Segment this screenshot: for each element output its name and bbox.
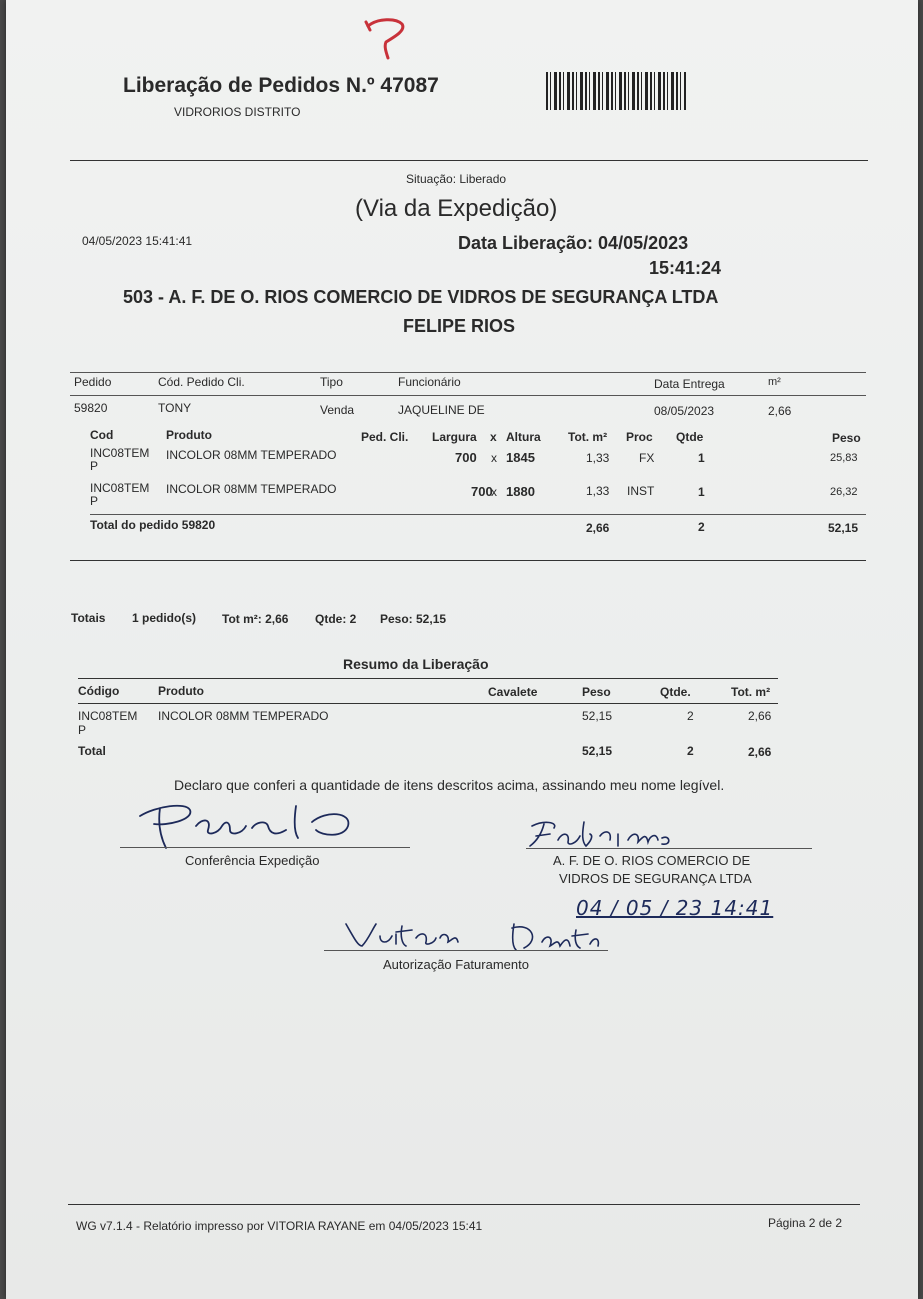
order-total-peso: 52,15 [828, 521, 859, 535]
item-peso: 26,32 [830, 486, 858, 498]
item-cod-cont: P [90, 494, 99, 508]
right-signature-label-1: A. F. DE O. RIOS COMERCIO DE [553, 853, 751, 868]
summary-total-label: Total [78, 744, 106, 758]
item-col-cod: Cod [90, 428, 114, 442]
summary-title: Resumo da Liberação [343, 656, 489, 672]
summary-tot-m2: 2,66 [748, 709, 772, 723]
release-date: Data Liberação: 04/05/2023 [458, 233, 689, 253]
col-pedido: Pedido [74, 375, 112, 389]
order-pedido: 59820 [74, 401, 108, 415]
summary-col-qtde: Qtde. [660, 685, 691, 699]
item-tot-m2: 1,33 [586, 451, 610, 465]
order-m2: 2,66 [768, 404, 792, 418]
declaration-text: Declaro que conferi a quantidade de itens descritos acima, assinando meu nome legível. [174, 777, 725, 793]
summary-col-codigo: Código [78, 684, 120, 698]
col-funcionario: Funcionário [398, 375, 461, 389]
order-table-bottom-line [70, 560, 866, 561]
item-largura: 700 [471, 484, 493, 499]
right-signature-label-2: VIDROS DE SEGURANÇA LTDA [559, 871, 752, 886]
release-time: 15:41:24 [649, 258, 722, 278]
order-cod-cli: TONY [158, 401, 192, 415]
summary-produto: INCOLOR 08MM TEMPERADO [158, 709, 329, 723]
item-produto: INCOLOR 08MM TEMPERADO [166, 482, 337, 496]
item-col-produto: Produto [166, 428, 212, 442]
footer-divider [68, 1204, 860, 1205]
order-total-qtde: 2 [698, 520, 705, 534]
item-proc: FX [639, 451, 655, 465]
left-signature-label: Conferência Expedição [185, 853, 320, 868]
order-total-m2: 2,66 [586, 521, 610, 535]
item-qtde: 1 [698, 485, 705, 499]
summary-col-produto: Produto [158, 684, 204, 698]
signature-fabiano [524, 818, 674, 850]
summary-top-line [78, 678, 778, 679]
header-divider [70, 160, 868, 161]
col-cod-pedido-cli: Cód. Pedido Cli. [158, 375, 245, 389]
item-proc: INST [627, 484, 655, 498]
item-qtde: 1 [698, 451, 705, 465]
col-m2: m² [768, 376, 781, 388]
contact-name: FELIPE RIOS [403, 316, 516, 336]
item-col-tot-m2: Tot. m² [568, 430, 608, 444]
footer-printed-by: WG v7.1.4 - Relatório impresso por VITORIA RAYANE em 04/05/2023 15:41 [76, 1219, 483, 1233]
summary-total-qtde: 2 [687, 744, 694, 758]
item-tot-m2: 1,33 [586, 484, 610, 498]
summary-col-peso: Peso [582, 685, 611, 699]
right-signature-line [526, 848, 812, 849]
summary-qtde: 2 [687, 709, 694, 723]
document-title: Liberação de Pedidos N.º 47087 [123, 74, 439, 97]
totals-pedidos: 1 pedido(s) [132, 611, 197, 625]
left-signature-line [120, 847, 410, 848]
document-page [6, 0, 918, 1299]
item-x: x [491, 451, 497, 465]
bottom-signature-line [324, 950, 608, 951]
company-name: VIDRORIOS DISTRITO [174, 105, 301, 119]
red-question-mark [362, 14, 412, 62]
order-total-line [90, 514, 866, 515]
order-table-top-line [70, 372, 866, 373]
bottom-signature-label: Autorização Faturamento [383, 957, 529, 972]
item-col-ped-cli: Ped. Cli. [361, 430, 409, 444]
item-col-peso: Peso [832, 431, 861, 445]
item-col-proc: Proc [626, 430, 653, 444]
handwritten-date: 04 / 05 / 23 14:41 [576, 896, 774, 920]
item-col-qtde: Qtde [676, 430, 704, 444]
barcode-graphic [546, 72, 686, 110]
customer-name: 503 - A. F. DE O. RIOS COMERCIO DE VIDROS DE SEGURANÇA LTDA [123, 287, 719, 307]
item-col-x: x [490, 430, 497, 444]
order-total-label: Total do pedido 59820 [90, 518, 216, 532]
item-cod: INC08TEM [90, 481, 150, 495]
footer-page-number: Página 2 de 2 [768, 1216, 843, 1230]
item-peso: 25,83 [830, 452, 858, 464]
summary-header-line [78, 703, 778, 704]
summary-col-tot-m2: Tot. m² [731, 685, 771, 699]
order-funcionario: JAQUELINE DE [398, 403, 485, 417]
summary-col-cavalete: Cavalete [488, 685, 538, 699]
item-largura: 700 [455, 450, 477, 465]
item-altura: 1845 [506, 450, 535, 465]
print-timestamp: 04/05/2023 15:41:41 [82, 234, 193, 248]
order-tipo: Venda [320, 403, 355, 417]
item-col-altura: Altura [506, 430, 541, 444]
totals-peso: Peso: 52,15 [380, 612, 447, 626]
order-data-entrega: 08/05/2023 [654, 404, 715, 418]
item-produto: INCOLOR 08MM TEMPERADO [166, 448, 337, 462]
via-label: (Via da Expedição) [355, 195, 558, 222]
col-data-entrega: Data Entrega [654, 377, 725, 391]
item-altura: 1880 [506, 484, 535, 499]
item-col-largura: Largura [432, 430, 477, 444]
situation-label: Situação: Liberado [406, 172, 507, 186]
summary-codigo-cont: P [78, 723, 87, 737]
summary-total-peso: 52,15 [582, 744, 613, 758]
totals-label: Totais [71, 611, 106, 625]
col-tipo: Tipo [320, 375, 343, 389]
item-cod: INC08TEM [90, 446, 150, 460]
summary-total-m2: 2,66 [748, 745, 772, 759]
summary-peso: 52,15 [582, 709, 613, 723]
totals-m2: Tot m²: 2,66 [222, 612, 289, 626]
item-cod-cont: P [90, 459, 99, 473]
totals-qtde: Qtde: 2 [315, 612, 357, 626]
item-x: x [491, 485, 497, 499]
summary-codigo: INC08TEM [78, 709, 138, 723]
order-header-line [70, 395, 866, 396]
